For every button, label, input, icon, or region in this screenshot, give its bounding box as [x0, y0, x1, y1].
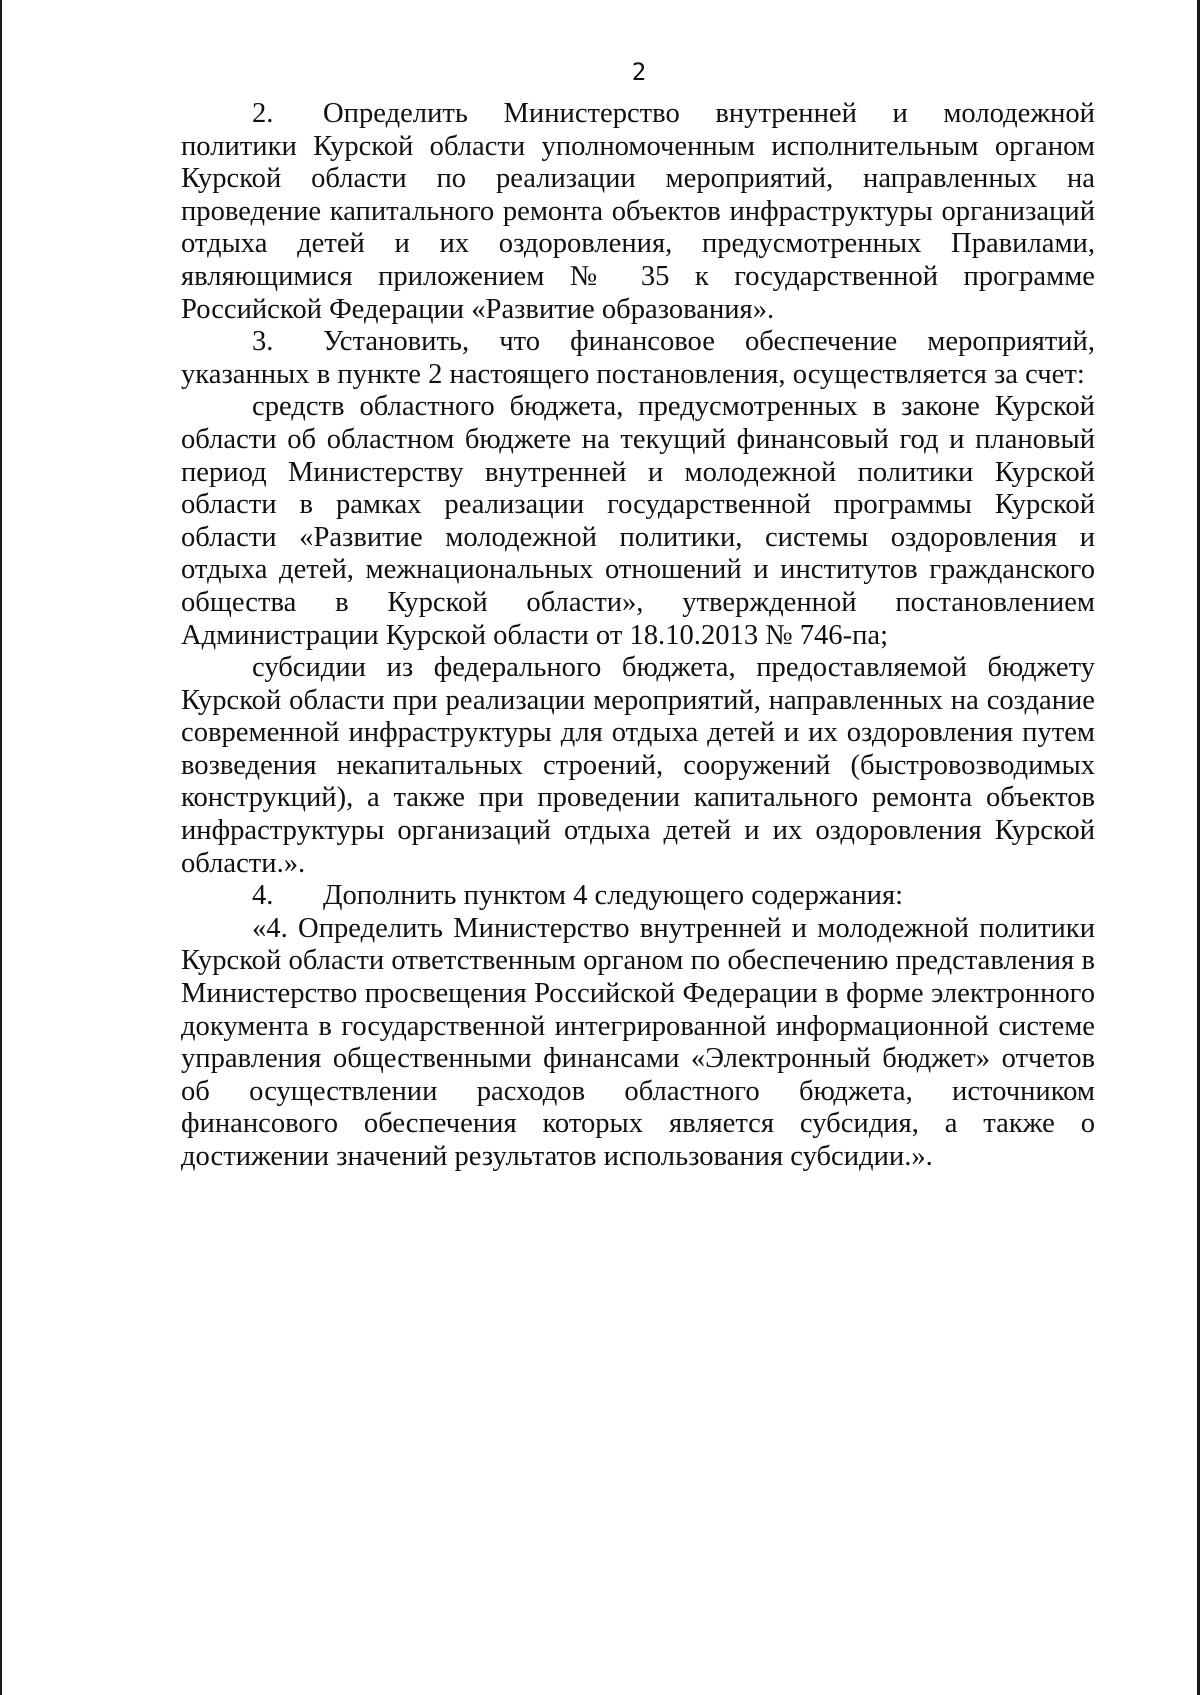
- paragraph-item-3: [181, 326, 1095, 391]
- paragraph-text: «4. Определить Министерство внутренней и молодежной политики Курской области ответственным органом по обеспечению представления в Министерство просвещения Российской Федерации в форме электронного документа в государственной интегрированной информационной системе управления общественными финансами «Электронный бюджет» отчетов об осуществлении расходов областного бюджета, источником финансового обеспечения которых является субсидия, а также о достижении значений результатов использования субсидии.».: [181, 912, 1095, 1172]
- paragraph-item-2: [181, 98, 1095, 326]
- paragraph-regional-budget: [181, 391, 1095, 652]
- scan-edge-left: [0, 0, 2, 1695]
- paragraph-number: 2.: [252, 98, 274, 129]
- paragraph-number: 3.: [252, 326, 274, 358]
- paragraph-new-item-4: [181, 913, 1095, 1174]
- document-body: [181, 98, 1095, 1174]
- paragraph-text: Дополнить пунктом 4 следующего содержания:: [323, 880, 904, 912]
- paragraph-text: средств областного бюджета, предусмотренных в законе Курской области об областном бюджете на текущий финансовый год и плановый период Министерству внутренней и молодежной политики Курской области в рамках реализации государственной программы Курской области «Развитие молодежной политики, системы оздоровления и отдыха детей, межнациональных отношений и институтов гражданского общества в Курской области», утвержденной постановлением Администрации Курской области от 18.10.2013 № 746-па;: [181, 391, 1095, 651]
- paragraph-text: Определить Министерство внутренней и молодежной политики Курской области уполномоченным исполнительным органом Курской области по реализации мероприятий, направленных на проведение капитального ремонта объектов инфраструктуры организаций отдыха детей и их оздоровления, предусмотренных Правилами, являющимися приложением № 35 к государственной программе Российской Федерации «Развитие образования».: [181, 98, 1095, 325]
- paragraph-number: 4.: [252, 880, 274, 912]
- paragraph-text: субсидии из федерального бюджета, предоставляемой бюджету Курской области при реализации мероприятий, направленных на создание современной инфраструктуры для отдыха детей и их оздоровления путем возведения некапитальных строений, сооружений (быстровозводимых конструкций), а также при проведении капитального ремонта объектов инфраструктуры организаций отдыха детей и их оздоровления Курской области.».: [181, 652, 1095, 879]
- paragraph-federal-subsidy: [181, 652, 1095, 880]
- paragraph-text: Установить, что финансовое обеспечение мероприятий, указанных в пункте 2 настоящего постановления, осуществляется за счет:: [181, 326, 1095, 390]
- paragraph-item-4: [181, 880, 1095, 913]
- page-number: 2: [631, 58, 647, 86]
